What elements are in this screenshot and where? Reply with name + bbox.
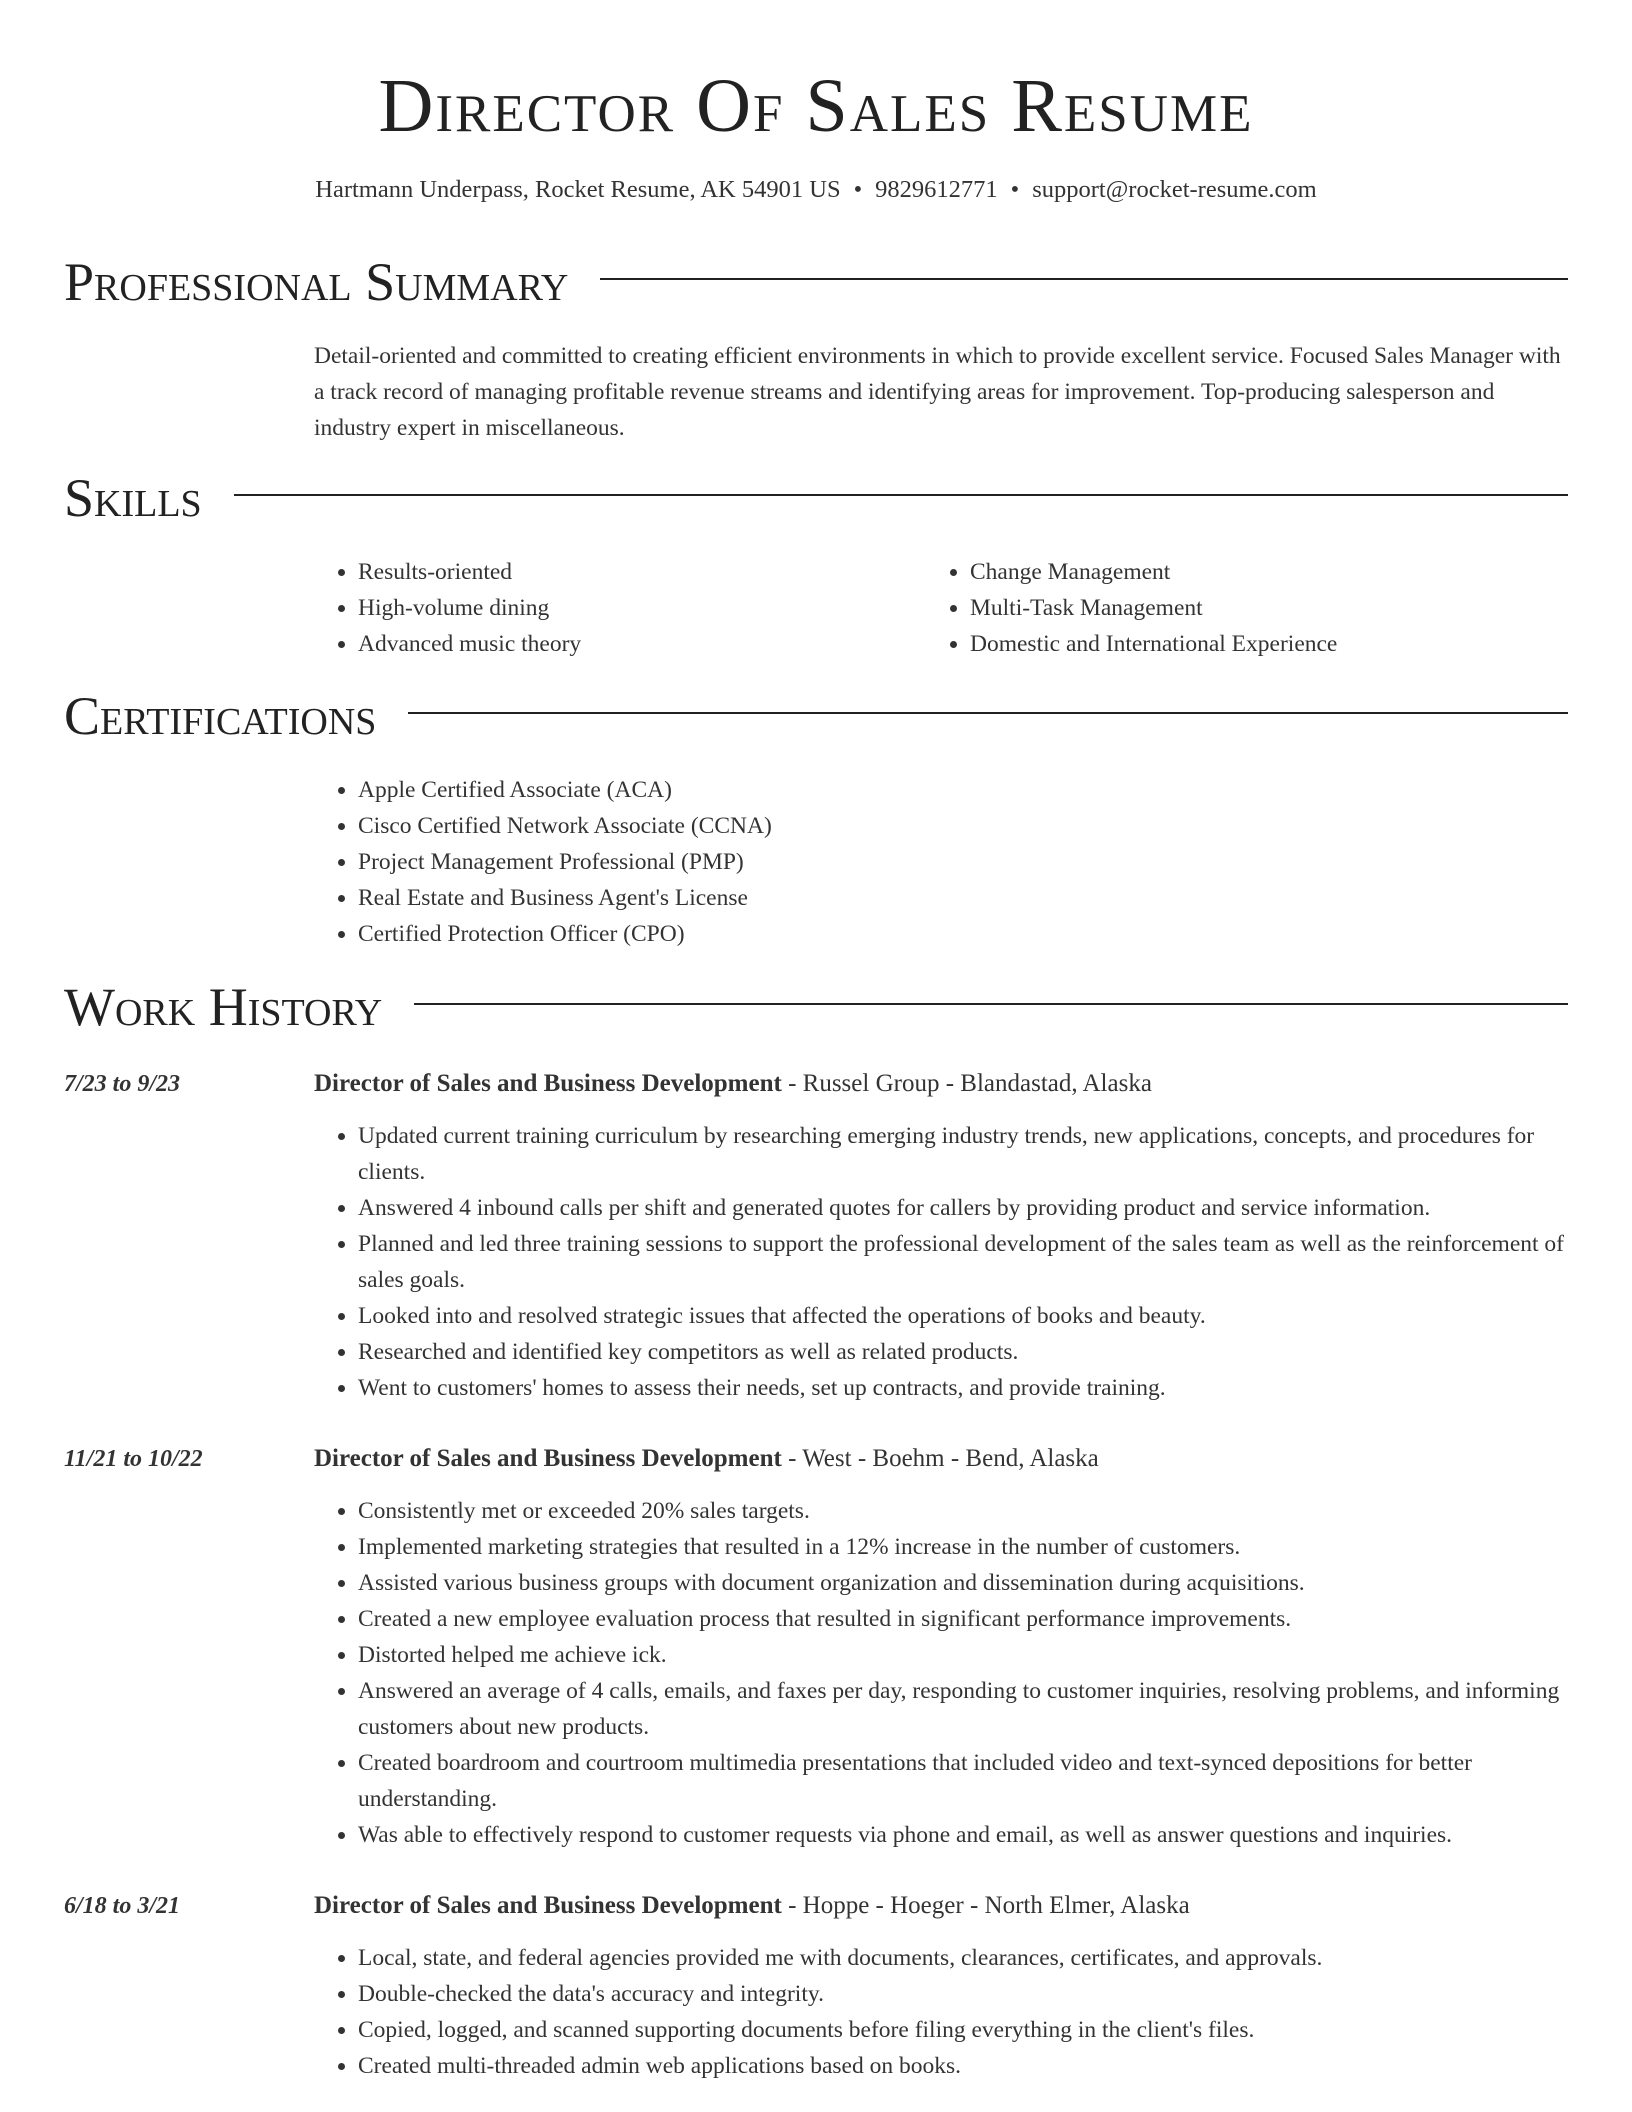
skills-column-left <box>314 554 914 662</box>
certifications-list <box>314 772 772 952</box>
job-details: - West - Boehm - Bend, Alaska <box>781 1445 1099 1472</box>
skill-item: • Domestic and International Experience <box>970 626 1566 662</box>
contact-email: support@rocket-resume.com <box>1032 176 1317 203</box>
job-role: Director of Sales and Business Development <box>314 1892 782 1919</box>
skill-item: • Results-oriented <box>358 554 914 590</box>
job-bullet: • Created boardroom and courtroom multimedia presentations that included video and text-synced depositions for better understanding. <box>358 1745 1568 1817</box>
section-header-work-history <box>64 975 1568 1039</box>
job-bullet-list <box>314 1940 1568 2084</box>
job-bullet: • Looked into and resolved strategic issues that affected the operations of books and beauty. <box>358 1298 1568 1334</box>
job-bullet: • Researched and identified key competitors as well as related products. <box>358 1334 1568 1370</box>
section-divider <box>414 1003 1568 1005</box>
certification-item: • Cisco Certified Network Associate (CCNA) <box>358 808 772 844</box>
contact-separator: • <box>1010 176 1020 203</box>
skills-column-right <box>926 554 1566 662</box>
job-dates: 7/23 to 9/23 <box>64 1071 181 1097</box>
section-divider <box>234 494 1568 496</box>
section-title-work-history: Work History <box>64 977 383 1037</box>
skill-item: • Multi-Task Management <box>970 590 1566 626</box>
job-title-line <box>314 1066 1568 1102</box>
job-bullet: • Updated current training curriculum by researching emerging industry trends, new applications, concepts, and procedures for clients. <box>358 1118 1568 1190</box>
certification-item: • Apple Certified Associate (ACA) <box>358 772 772 808</box>
section-title-certifications: Certifications <box>64 686 377 746</box>
summary-text: Detail-oriented and committed to creating efficient environments in which to provide excellent service. Focused Sales Manager with a track record of managing profitable revenue streams and identifying areas for improvement. Top-producing salesperson and industry expert in miscellaneous. <box>314 343 1561 441</box>
job-title-line <box>314 1441 1568 1477</box>
skill-item: • High-volume dining <box>358 590 914 626</box>
job-title-line <box>314 1888 1568 1924</box>
certification-item: • Project Management Professional (PMP) <box>358 844 772 880</box>
contact-separator: • <box>853 176 863 203</box>
section-divider <box>408 712 1568 714</box>
job-bullet: • Assisted various business groups with document organization and dissemination during acquisitions. <box>358 1565 1568 1601</box>
section-divider <box>600 278 1568 280</box>
job-details: - Russel Group - Blandastad, Alaska <box>781 1070 1152 1097</box>
skills-list-right <box>926 554 1566 662</box>
certification-item: • Certified Protection Officer (CPO) <box>358 916 772 952</box>
job-bullet: • Created a new employee evaluation process that resulted in significant performance improvements. <box>358 1601 1568 1637</box>
section-title-summary: Professional Summary <box>64 252 569 312</box>
section-header-skills <box>64 466 1568 530</box>
section-header-summary <box>64 250 1568 314</box>
job-duties <box>314 1493 1568 1853</box>
section-title-skills: Skills <box>64 468 202 528</box>
job-bullet: • Answered 4 inbound calls per shift and generated quotes for callers by providing product and service information. <box>358 1190 1568 1226</box>
job-bullet: • Answered an average of 4 calls, emails, and faxes per day, responding to customer inquiries, resolving problems, and informing customers about new products. <box>358 1673 1568 1745</box>
job-dates: 11/21 to 10/22 <box>64 1446 203 1472</box>
job-bullet: • Copied, logged, and scanned supporting documents before filing everything in the client's files. <box>358 2012 1568 2048</box>
job-bullet-list <box>314 1118 1568 1406</box>
job-details: - Hoppe - Hoeger - North Elmer, Alaska <box>781 1892 1190 1919</box>
job-bullet: • Was able to effectively respond to customer requests via phone and email, as well as answer questions and inquiries. <box>358 1817 1568 1853</box>
skill-item: • Advanced music theory <box>358 626 914 662</box>
job-bullet: • Local, state, and federal agencies provided me with documents, clearances, certificates, and approvals. <box>358 1940 1568 1976</box>
resume-title: Director Of Sales Resume <box>378 64 1254 148</box>
job-role: Director of Sales and Business Development <box>314 1070 782 1097</box>
job-bullet: • Consistently met or exceeded 20% sales targets. <box>358 1493 1568 1529</box>
job-duties <box>314 1118 1568 1406</box>
job-bullet-list <box>314 1493 1568 1853</box>
job-bullet: • Distorted helped me achieve ick. <box>358 1637 1568 1673</box>
job-bullet: • Created multi-threaded admin web applications based on books. <box>358 2048 1568 2084</box>
job-role: Director of Sales and Business Development <box>314 1445 782 1472</box>
certifications-block <box>314 772 772 952</box>
section-header-certifications <box>64 684 1568 748</box>
job-bullet: • Went to customers' homes to assess their needs, set up contracts, and provide training. <box>358 1370 1568 1406</box>
contact-line <box>0 174 1632 206</box>
certification-item: • Real Estate and Business Agent's License <box>358 880 772 916</box>
contact-phone: 9829612771 <box>875 176 998 203</box>
job-bullet: • Double-checked the data's accuracy and integrity. <box>358 1976 1568 2012</box>
job-duties <box>314 1940 1568 2084</box>
skills-list-left <box>314 554 914 662</box>
job-dates: 6/18 to 3/21 <box>64 1893 181 1919</box>
skill-item: • Change Management <box>970 554 1566 590</box>
job-bullet: • Implemented marketing strategies that resulted in a 12% increase in the number of customers. <box>358 1529 1568 1565</box>
job-bullet: • Planned and led three training sessions to support the professional development of the sales team as well as the reinforcement of sales goals. <box>358 1226 1568 1298</box>
contact-address: Hartmann Underpass, Rocket Resume, AK 54901 US <box>315 176 841 203</box>
